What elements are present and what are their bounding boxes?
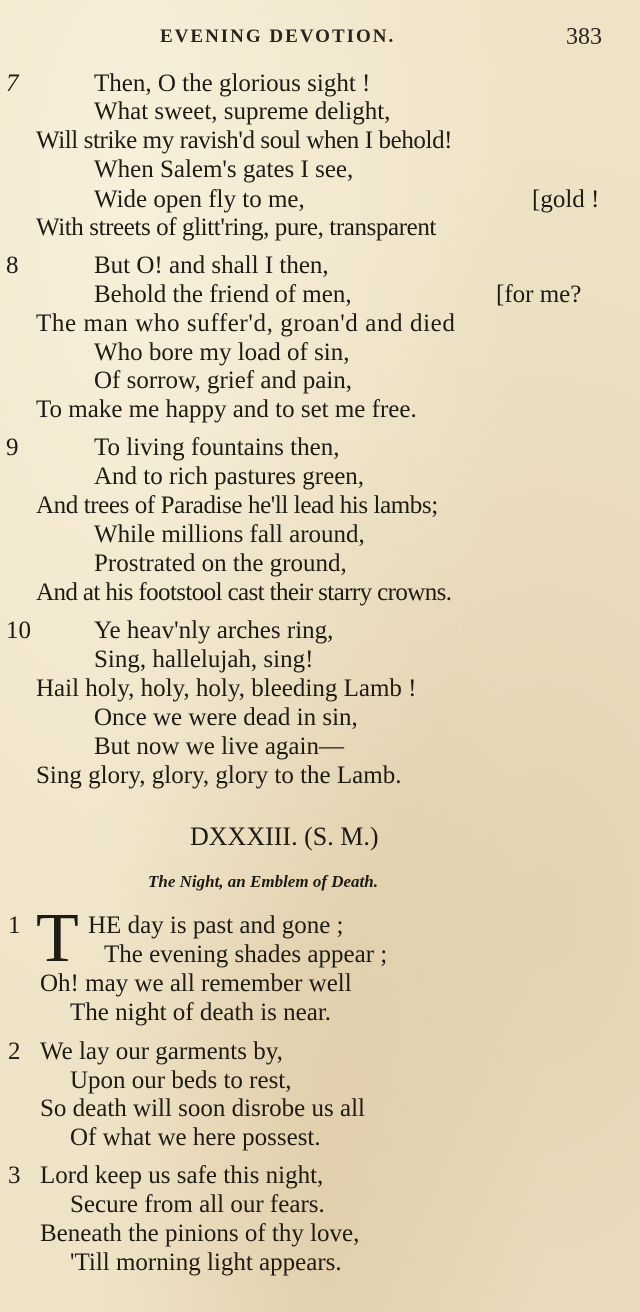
hymn-subtitle: The Night, an Emblem of Death. <box>148 872 378 891</box>
verse-line: And at his footstool cast their starry crowns. <box>36 579 452 606</box>
verse-line: HE day is past and gone ; <box>88 912 344 939</box>
drop-cap-letter: T <box>36 900 79 977</box>
verse-line: The night of death is near. <box>70 999 332 1026</box>
verse-number: 1 <box>8 912 21 939</box>
verse-line: Who bore my load of sin, <box>94 339 350 366</box>
verse-line: Secure from all our fears. <box>70 1191 325 1218</box>
verse-number: 3 <box>8 1162 21 1189</box>
verse-line: Ye heav'nly arches ring, <box>94 617 334 644</box>
verse-line: With streets of glitt'ring, pure, transparent <box>36 214 436 241</box>
verse-line: Wide open fly to me, <box>94 186 305 213</box>
verse-line: Then, O the glorious sight ! <box>94 70 371 97</box>
verse-line: And trees of Paradise he'll lead his lambs; <box>36 492 438 519</box>
verse-line: Oh! may we all remember well <box>40 970 352 997</box>
verse-line: Lord keep us safe this night, <box>40 1162 324 1189</box>
verse-line: But O! and shall I then, <box>94 252 329 279</box>
verse-line: The man who suffer'd, groan'd and died <box>36 310 456 337</box>
verse-number: 2 <box>8 1038 21 1065</box>
verse-line: We lay our garments by, <box>40 1038 283 1065</box>
verse-line: 'Till morning light appears. <box>70 1249 342 1276</box>
verse-line: While millions fall around, <box>94 521 365 548</box>
verse-line: Upon our beds to rest, <box>70 1067 292 1094</box>
stanza-number: 8 <box>6 252 19 279</box>
hymn-title: DXXXIII. (S. M.) <box>190 822 379 851</box>
verse-line: Beneath the pinions of thy love, <box>40 1220 360 1247</box>
verse-line: And to rich pastures green, <box>94 463 365 490</box>
verse-line: So death will soon disrobe us all <box>40 1095 365 1122</box>
verse-line-turnover: [gold ! <box>532 186 600 213</box>
verse-line: Prostrated on the ground, <box>94 550 347 577</box>
verse-line: What sweet, supreme delight, <box>94 98 391 125</box>
stanza-number: 7 <box>6 70 19 97</box>
verse-line: Of what we here possest. <box>70 1124 321 1151</box>
page-number: 383 <box>566 24 602 50</box>
verse-line: But now we live again— <box>94 733 344 760</box>
verse-line: When Salem's gates I see, <box>94 156 354 183</box>
verse-line: To make me happy and to set me free. <box>36 396 417 423</box>
verse-line: To living fountains then, <box>94 434 340 461</box>
verse-line: Sing glory, glory, glory to the Lamb. <box>36 762 402 789</box>
stanza-number: 9 <box>6 434 19 461</box>
stanza-number: 10 <box>6 617 31 644</box>
verse-line: Behold the friend of men, <box>94 281 352 308</box>
verse-line: Will strike my ravish'd soul when I behold! <box>36 127 453 154</box>
verse-line: Once we were dead in sin, <box>94 704 358 731</box>
verse-line: Sing, hallelujah, sing! <box>94 646 314 673</box>
verse-line: Of sorrow, grief and pain, <box>94 367 353 394</box>
verse-line: Hail holy, holy, holy, bleeding Lamb ! <box>36 675 417 702</box>
verse-line-turnover: [for me? <box>496 281 582 308</box>
running-header: EVENING DEVOTION. <box>160 26 396 47</box>
verse-line: The evening shades appear ; <box>104 941 388 968</box>
